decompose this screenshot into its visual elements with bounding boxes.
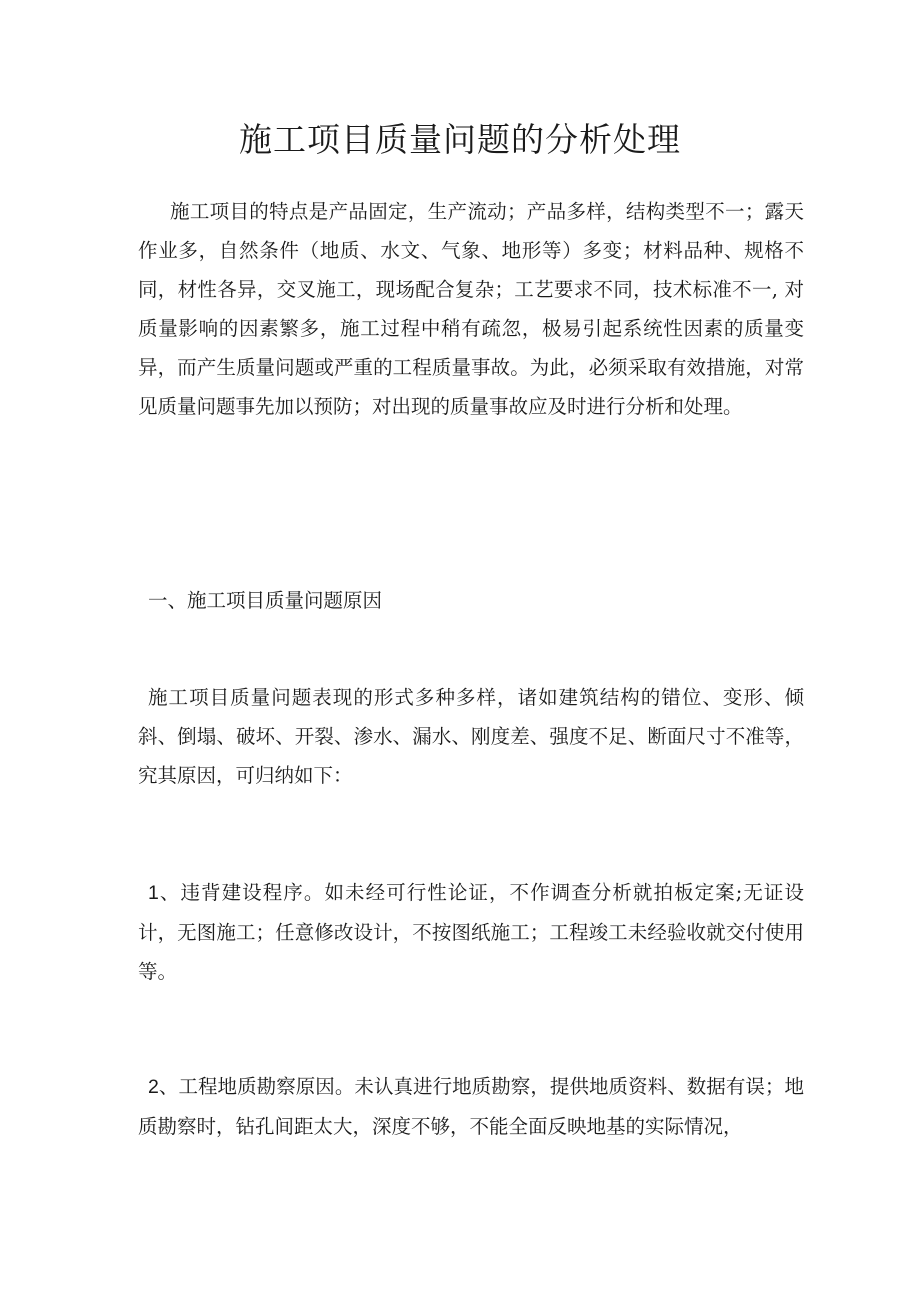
section-heading: 一、施工项目质量问题原因 xyxy=(148,589,383,612)
list-item-text: 、违背建设程序。如未经可行性论证，不作调查分析就拍板定案;无证设计，无图施工；任意修改设计，不按图纸施工；工程竣工未经验收就交付使用等。 xyxy=(138,881,804,983)
list-item-number: 2 xyxy=(148,1076,159,1098)
list-item-text: 、工程地质勘察原因。未认真进行地质勘察，提供地质资料、数据有误；地质勘察时，钻孔间距太大，深度不够，不能全面反映地基的实际情况， xyxy=(138,1075,804,1138)
document-title: 施工项目质量问题的分析处理 xyxy=(239,120,681,159)
list-item-number: 1 xyxy=(148,882,159,904)
intro-paragraph: 施工项目的特点是产品固定，生产流动；产品多样，结构类型不一；露天作业多，自然条件（地质、水文、气象、地形等）多变；材料品种、规格不同，材性各异，交叉施工，现场配合复杂；工艺要求不同，技术标准不一, 对质量影响的因素繁多，施工过程中稍有疏忽，极易引起系统性因素的质量变异，而产生质量问题或严重的工程质量事故。为此，必须采取有效措施，对常见质量问题事先加以预防；对出现的质量事故应及时进行分析和处理。 xyxy=(138,200,804,418)
causes-intro-paragraph: 施工项目质量问题表现的形式多种多样，诸如建筑结构的错位、变形、倾斜、倒塌、破坏、开裂、渗水、漏水、刚度差、强度不足、断面尺寸不准等，究其原因，可归纳如下： xyxy=(138,686,804,787)
list-item xyxy=(138,1067,804,1146)
list-item xyxy=(138,873,804,991)
